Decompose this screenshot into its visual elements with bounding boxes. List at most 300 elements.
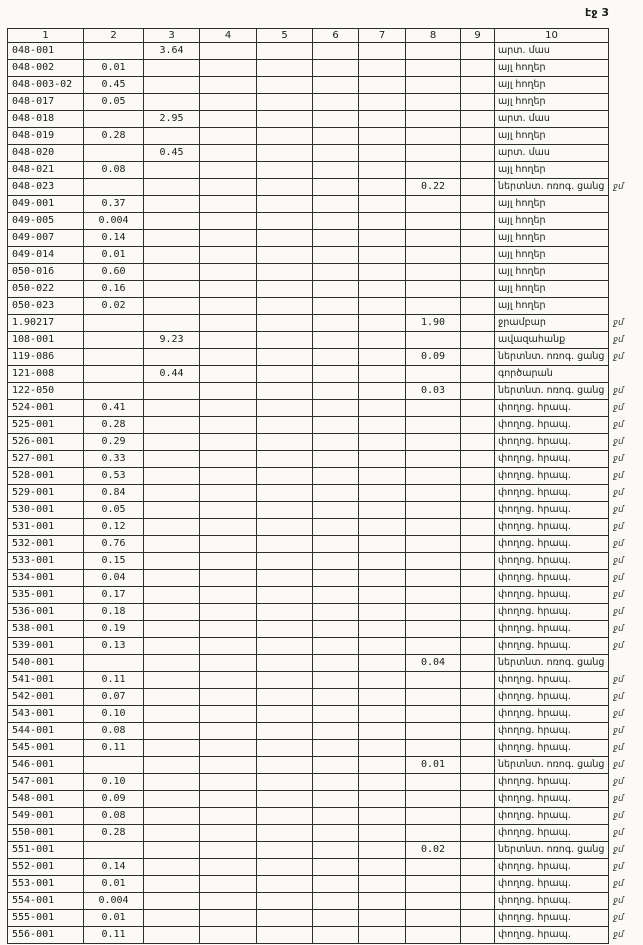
cell-col6	[313, 723, 359, 740]
cell-col7	[359, 366, 406, 383]
cell-col7	[359, 94, 406, 111]
cell-col2	[84, 383, 144, 400]
margin-note: ջմ	[613, 759, 624, 770]
col-header-9: 9	[461, 29, 495, 43]
cell-col4	[200, 77, 257, 94]
cell-col4	[200, 638, 257, 655]
margin-note: ջմ	[613, 504, 624, 515]
cell-col4	[200, 264, 257, 281]
cell-col1: 048-021	[8, 162, 84, 179]
cell-col9	[461, 621, 495, 638]
cell-col10: ներտնտ. ոռոգ. ցանց	[495, 655, 609, 672]
cell-col7	[359, 876, 406, 893]
table-row	[8, 604, 639, 621]
cell-col2: 0.84	[84, 485, 144, 502]
margin-note: ջմ	[613, 776, 624, 787]
cell-col1: 547-001	[8, 774, 84, 791]
cell-col7	[359, 400, 406, 417]
margin-note: ջմ	[613, 521, 624, 532]
cell-col3	[144, 587, 200, 604]
cell-col9	[461, 604, 495, 621]
margin-note: ջմ	[613, 538, 624, 549]
cell-col2: 0.41	[84, 400, 144, 417]
cell-col6	[313, 706, 359, 723]
table-row	[8, 621, 639, 638]
cell-col6	[313, 383, 359, 400]
cell-col10: փողոց. հրապ.	[495, 927, 609, 944]
cell-col5	[257, 808, 313, 825]
cell-col4	[200, 43, 257, 60]
cell-col3	[144, 247, 200, 264]
cell-col5	[257, 774, 313, 791]
cell-col5	[257, 162, 313, 179]
cell-col3	[144, 519, 200, 536]
cell-col2: 0.05	[84, 94, 144, 111]
cell-col6	[313, 94, 359, 111]
cell-col6	[313, 230, 359, 247]
cell-col2: 0.37	[84, 196, 144, 213]
cell-col9	[461, 332, 495, 349]
cell-col2	[84, 366, 144, 383]
cell-col3	[144, 162, 200, 179]
cell-col9	[461, 808, 495, 825]
cell-col4	[200, 400, 257, 417]
cell-col10: փողոց. հրապ.	[495, 706, 609, 723]
cell-col5	[257, 519, 313, 536]
cell-col9	[461, 264, 495, 281]
cell-col3: 2.95	[144, 111, 200, 128]
cell-col5	[257, 536, 313, 553]
cell-col1: 526-001	[8, 434, 84, 451]
cell-col1: 048-023	[8, 179, 84, 196]
cell-col10: ներտնտ. ոռոգ. ցանց	[495, 383, 609, 400]
cell-col6	[313, 689, 359, 706]
cell-col7	[359, 859, 406, 876]
cell-col8	[406, 60, 461, 77]
cell-col10: փողոց. հրապ.	[495, 689, 609, 706]
table-row	[8, 672, 639, 689]
table-row	[8, 451, 639, 468]
cell-col9	[461, 774, 495, 791]
cell-col1: 529-001	[8, 485, 84, 502]
cell-col8	[406, 553, 461, 570]
cell-col5	[257, 94, 313, 111]
margin-note: ջմ	[613, 674, 624, 685]
cell-col4	[200, 196, 257, 213]
cell-col6	[313, 672, 359, 689]
cell-col9	[461, 859, 495, 876]
margin-note: ջմ	[613, 470, 624, 481]
cell-col7	[359, 502, 406, 519]
cell-col6	[313, 842, 359, 859]
cell-col3	[144, 672, 200, 689]
cell-col5	[257, 111, 313, 128]
cell-col9	[461, 349, 495, 366]
cell-col10: փողոց. հրապ.	[495, 502, 609, 519]
margin-note: ջմ	[613, 810, 624, 821]
cell-col10: փողոց. հրապ.	[495, 417, 609, 434]
margin-note	[609, 128, 639, 145]
cell-col7	[359, 383, 406, 400]
cell-col5	[257, 60, 313, 77]
cell-col10: այլ հողեր	[495, 247, 609, 264]
cell-col4	[200, 825, 257, 842]
cell-col2: 0.10	[84, 706, 144, 723]
cell-col7	[359, 451, 406, 468]
table-row	[8, 179, 639, 196]
margin-note: ջմ	[613, 640, 624, 651]
cell-col5	[257, 842, 313, 859]
margin-note: ջմ	[613, 878, 624, 889]
table-row	[8, 740, 639, 757]
table-row	[8, 570, 639, 587]
cell-col5	[257, 77, 313, 94]
cell-col4	[200, 842, 257, 859]
cell-col8	[406, 417, 461, 434]
cell-col2: 0.004	[84, 893, 144, 910]
cell-col8: 1.90	[406, 315, 461, 332]
cell-col9	[461, 672, 495, 689]
cell-col6	[313, 893, 359, 910]
cell-col10: փողոց. հրապ.	[495, 910, 609, 927]
margin-note	[609, 298, 639, 315]
table-row	[8, 927, 639, 944]
cell-col10: այլ հողեր	[495, 230, 609, 247]
cell-col5	[257, 349, 313, 366]
table-row	[8, 876, 639, 893]
cell-col4	[200, 281, 257, 298]
cell-col6	[313, 519, 359, 536]
cell-col1: 531-001	[8, 519, 84, 536]
cell-col10: փողոց. հրապ.	[495, 451, 609, 468]
cell-col1: 546-001	[8, 757, 84, 774]
cell-col1: 122-050	[8, 383, 84, 400]
cell-col9	[461, 791, 495, 808]
cell-col10: փողոց. հրապ.	[495, 638, 609, 655]
table-row	[8, 553, 639, 570]
cell-col4	[200, 332, 257, 349]
cell-col3	[144, 604, 200, 621]
cell-col2	[84, 145, 144, 162]
cell-col4	[200, 485, 257, 502]
cell-col1: 048-019	[8, 128, 84, 145]
margin-note: ջմ	[613, 929, 624, 940]
cell-col1: 048-003-02	[8, 77, 84, 94]
cell-col1: 048-017	[8, 94, 84, 111]
cell-col2: 0.01	[84, 60, 144, 77]
cell-col8: 0.04	[406, 655, 461, 672]
cell-col1: 049-001	[8, 196, 84, 213]
cell-col10: փողոց. հրապ.	[495, 434, 609, 451]
cell-col1: 544-001	[8, 723, 84, 740]
table-row	[8, 655, 639, 672]
header-row	[8, 29, 639, 43]
cell-col4	[200, 536, 257, 553]
cell-col1: 530-001	[8, 502, 84, 519]
cell-col9	[461, 417, 495, 434]
cell-col7	[359, 230, 406, 247]
table-body	[8, 43, 639, 944]
cell-col8	[406, 893, 461, 910]
cell-col8	[406, 774, 461, 791]
cell-col4	[200, 604, 257, 621]
cell-col1: 050-016	[8, 264, 84, 281]
margin-note: ջմ	[613, 487, 624, 498]
cell-col7	[359, 757, 406, 774]
cell-col2: 0.004	[84, 213, 144, 230]
margin-note: ջմ	[613, 572, 624, 583]
cell-col5	[257, 196, 313, 213]
cell-col5	[257, 655, 313, 672]
cell-col6	[313, 553, 359, 570]
cell-col4	[200, 60, 257, 77]
cell-col3	[144, 570, 200, 587]
cell-col5	[257, 145, 313, 162]
margin-note	[609, 43, 639, 60]
cell-col9	[461, 536, 495, 553]
cell-col10: այլ հողեր	[495, 94, 609, 111]
cell-col10: ներտնտ. ոռոգ. ցանց	[495, 179, 609, 196]
cell-col1: 551-001	[8, 842, 84, 859]
margin-note: ջմ	[613, 555, 624, 566]
cell-col9	[461, 519, 495, 536]
table-row	[8, 162, 639, 179]
cell-col3: 0.44	[144, 366, 200, 383]
cell-col7	[359, 791, 406, 808]
col-header-1: 1	[8, 29, 84, 43]
cell-col3	[144, 893, 200, 910]
cell-col8	[406, 366, 461, 383]
cell-col6	[313, 808, 359, 825]
cell-col10: ավազահանք	[495, 332, 609, 349]
cell-col9	[461, 842, 495, 859]
table-row	[8, 60, 639, 77]
cell-col9	[461, 468, 495, 485]
cell-col1: 050-023	[8, 298, 84, 315]
cell-col1: 554-001	[8, 893, 84, 910]
cell-col5	[257, 689, 313, 706]
col-header-4: 4	[200, 29, 257, 43]
margin-note: ջմ	[613, 725, 624, 736]
cell-col2: 0.11	[84, 740, 144, 757]
cell-col8	[406, 604, 461, 621]
cell-col9	[461, 723, 495, 740]
cell-col4	[200, 740, 257, 757]
cell-col3	[144, 383, 200, 400]
cell-col3	[144, 400, 200, 417]
cell-col10: փողոց. հրապ.	[495, 400, 609, 417]
cell-col2: 0.28	[84, 417, 144, 434]
cell-col2: 0.45	[84, 77, 144, 94]
cell-col9	[461, 587, 495, 604]
cell-col7	[359, 570, 406, 587]
cell-col6	[313, 162, 359, 179]
cell-col4	[200, 128, 257, 145]
cell-col7	[359, 315, 406, 332]
cell-col10: փողոց. հրապ.	[495, 723, 609, 740]
cell-col8	[406, 638, 461, 655]
margin-note	[609, 145, 639, 162]
table-row	[8, 332, 639, 349]
cell-col7	[359, 196, 406, 213]
cell-col1: 550-001	[8, 825, 84, 842]
cell-col10: ներտնտ. ոռոգ. ցանց	[495, 349, 609, 366]
cell-col4	[200, 434, 257, 451]
cell-col9	[461, 366, 495, 383]
margin-note	[609, 77, 639, 94]
margin-note: ջմ	[613, 861, 624, 872]
margin-note	[609, 213, 639, 230]
cell-col3	[144, 621, 200, 638]
cell-col8: 0.02	[406, 842, 461, 859]
cell-col10: փողոց. հրապ.	[495, 876, 609, 893]
cell-col2	[84, 111, 144, 128]
cell-col3	[144, 281, 200, 298]
margin-note: ջմ	[613, 334, 624, 345]
cell-col5	[257, 706, 313, 723]
cell-col6	[313, 366, 359, 383]
table-row	[8, 774, 639, 791]
cell-col7	[359, 332, 406, 349]
cell-col4	[200, 247, 257, 264]
margin-note: ջմ	[613, 181, 624, 192]
cell-col6	[313, 910, 359, 927]
cell-col2: 0.08	[84, 723, 144, 740]
margin-note	[609, 264, 639, 281]
table-row	[8, 298, 639, 315]
cell-col4	[200, 570, 257, 587]
margin-note: ջմ	[613, 912, 624, 923]
cell-col4	[200, 621, 257, 638]
cell-col3	[144, 77, 200, 94]
cell-col9	[461, 876, 495, 893]
cell-col3	[144, 689, 200, 706]
cell-col1: 048-002	[8, 60, 84, 77]
cell-col6	[313, 655, 359, 672]
cell-col10: այլ հողեր	[495, 77, 609, 94]
margin-note: ջմ	[613, 436, 624, 447]
cell-col7	[359, 519, 406, 536]
cell-col2	[84, 179, 144, 196]
cell-col5	[257, 213, 313, 230]
cell-col10: գործարան	[495, 366, 609, 383]
cell-col3	[144, 536, 200, 553]
cell-col6	[313, 145, 359, 162]
cell-col6	[313, 77, 359, 94]
cell-col7	[359, 247, 406, 264]
cell-col9	[461, 757, 495, 774]
cell-col6	[313, 740, 359, 757]
cell-col8	[406, 77, 461, 94]
cell-col5	[257, 281, 313, 298]
cell-col5	[257, 553, 313, 570]
cell-col4	[200, 757, 257, 774]
cell-col3	[144, 825, 200, 842]
cell-col10: այլ հողեր	[495, 128, 609, 145]
table-row	[8, 434, 639, 451]
cell-col1: 552-001	[8, 859, 84, 876]
cell-col9	[461, 740, 495, 757]
margin-note: ջմ	[613, 402, 624, 413]
margin-note: ջմ	[613, 589, 624, 600]
cell-col8	[406, 111, 461, 128]
cell-col2: 0.02	[84, 298, 144, 315]
cell-col4	[200, 383, 257, 400]
cell-col3	[144, 910, 200, 927]
table-row	[8, 315, 639, 332]
cell-col4	[200, 213, 257, 230]
cell-col3	[144, 434, 200, 451]
cell-col2	[84, 842, 144, 859]
cell-col7	[359, 842, 406, 859]
cell-col2: 0.29	[84, 434, 144, 451]
table-row	[8, 213, 639, 230]
cell-col3	[144, 60, 200, 77]
cell-col8	[406, 400, 461, 417]
cell-col5	[257, 179, 313, 196]
cell-col2	[84, 757, 144, 774]
cell-col7	[359, 587, 406, 604]
cell-col8: 0.03	[406, 383, 461, 400]
table-row	[8, 77, 639, 94]
cell-col2: 0.13	[84, 638, 144, 655]
table-row	[8, 638, 639, 655]
cell-col10: փողոց. հրապ.	[495, 893, 609, 910]
cell-col7	[359, 77, 406, 94]
cell-col6	[313, 264, 359, 281]
cell-col1: 108-001	[8, 332, 84, 349]
cell-col6	[313, 876, 359, 893]
cell-col1: 539-001	[8, 638, 84, 655]
cell-col1: 534-001	[8, 570, 84, 587]
cell-col1: 556-001	[8, 927, 84, 944]
cell-col4	[200, 179, 257, 196]
cell-col9	[461, 655, 495, 672]
cell-col3	[144, 740, 200, 757]
cell-col2: 0.33	[84, 451, 144, 468]
cell-col6	[313, 298, 359, 315]
cell-col8: 0.01	[406, 757, 461, 774]
cell-col7	[359, 706, 406, 723]
table-row	[8, 893, 639, 910]
cell-col7	[359, 740, 406, 757]
cell-col8	[406, 723, 461, 740]
col-header-7: 7	[359, 29, 406, 43]
cell-col1: 048-001	[8, 43, 84, 60]
cell-col2: 0.17	[84, 587, 144, 604]
cell-col8	[406, 468, 461, 485]
cell-col9	[461, 247, 495, 264]
col-header-8: 8	[406, 29, 461, 43]
margin-note: ջմ	[613, 691, 624, 702]
cell-col5	[257, 247, 313, 264]
cell-col3	[144, 553, 200, 570]
cell-col8	[406, 621, 461, 638]
cell-col9	[461, 706, 495, 723]
cell-col9	[461, 145, 495, 162]
margin-note	[609, 247, 639, 264]
cell-col1: 049-007	[8, 230, 84, 247]
margin-note: ջմ	[613, 895, 624, 906]
cell-col7	[359, 111, 406, 128]
cell-col6	[313, 502, 359, 519]
table-row	[8, 859, 639, 876]
margin-note: ջմ	[613, 793, 624, 804]
cell-col5	[257, 264, 313, 281]
margin-note: ջմ	[613, 385, 624, 396]
cell-col2: 0.19	[84, 621, 144, 638]
cell-col3	[144, 417, 200, 434]
